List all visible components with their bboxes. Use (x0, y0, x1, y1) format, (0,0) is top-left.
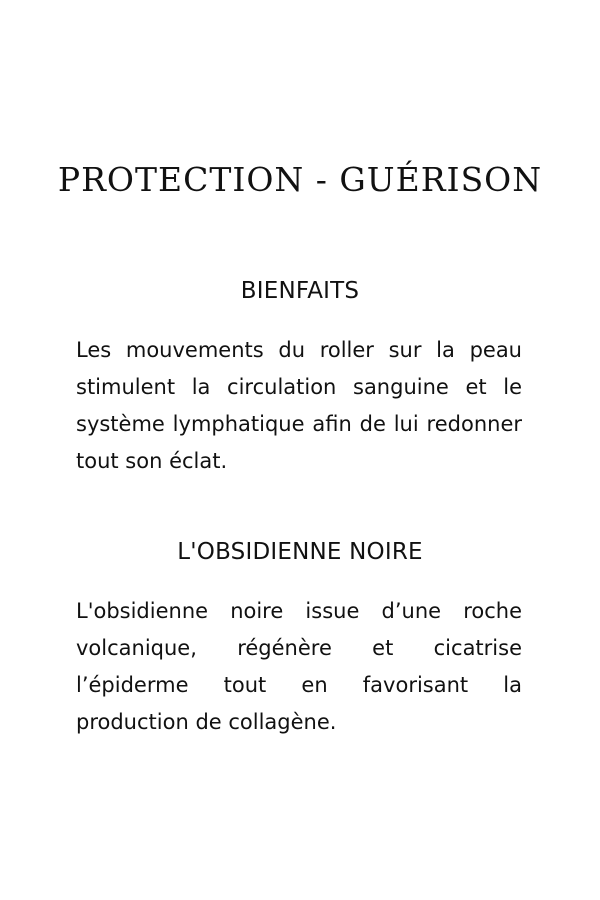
section-heading-obsidienne-noire: L'OBSIDIENNE NOIRE (177, 539, 423, 565)
section-heading-bienfaits: BIENFAITS (240, 278, 360, 304)
section-text-obsidienne-noire: L'obsidienne noire issue d’une roche volcanique, régénère et cicatrise l’épiderme tout en favorisant la production de collagène. (76, 599, 522, 734)
section-text-bienfaits: Les mouvements du roller sur la peau stimulent la circulation sanguine et le système lymphatique afin de lui redonner tout son éclat. (76, 338, 522, 473)
page-title: PROTECTION - GUÉRISON (57, 160, 543, 199)
